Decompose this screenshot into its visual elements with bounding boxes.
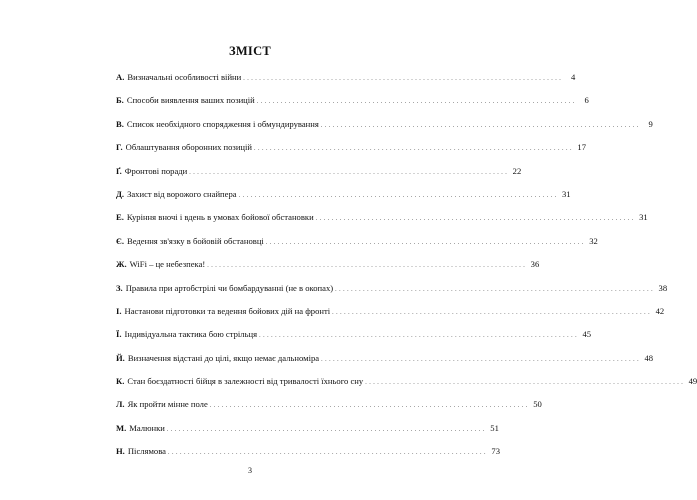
toc-entry-title: Правила при артобстрілі чи бомбардуванні (не в окопах): [125, 282, 334, 293]
toc-entry-page: 48: [644, 352, 654, 363]
toc-leader-dots: . . . . . . . . . . . . . . . . . . . . . . . . . . . . . . . . . . . . . . . . . . . . . . . . . . . . . . . . . . . . . . . . . . . . . . . . . . . . . . . .: [365, 380, 684, 387]
toc-entry-page: 9: [648, 118, 653, 129]
toc-entry-page: 4: [570, 72, 576, 82]
toc-leader-dots: . . . . . . . . . . . . . . . . . . . . . . . . . . . . . . . . . . . . . . . . . . . . . . . . . . . . . . . . . . . . . . . . . . . . . . . . . . . . . . . .: [254, 146, 573, 153]
toc-entry-letter: Н.: [116, 446, 125, 457]
toc-entry-z: [116, 282, 668, 306]
toc-entry-title: Настанови підготовки та ведення бойових дій на фронті: [124, 305, 331, 316]
toc-entry-title: Способи виявлення ваших позицій: [126, 95, 255, 106]
toc-entry-title: WiFi – це небезпека!: [129, 259, 206, 270]
toc-entry-title: Визначення відстані до цілі, якщо немає дальноміра: [127, 352, 320, 363]
toc-entry-letter: А.: [116, 72, 125, 82]
toc-entry-i: [116, 305, 665, 329]
toc-entry-b: [116, 95, 589, 118]
toc-entry-letter: М.: [116, 422, 127, 433]
toc-entry-letter: Д.: [116, 188, 125, 199]
toc-entry-page: 38: [658, 282, 668, 293]
toc-entry-title: Фронтові поради: [124, 165, 188, 176]
toc-entry-page: 50: [533, 399, 542, 410]
toc-entry-letter: Й.: [116, 352, 125, 363]
toc-entry-letter: Б.: [116, 95, 124, 106]
toc-title: ЗМІСТ: [228, 44, 272, 58]
table-of-contents: [116, 72, 697, 470]
toc-entry-title: Малюнки: [129, 422, 165, 433]
toc-entry-letter: З.: [116, 282, 123, 293]
toc-entry-g: [116, 165, 522, 189]
toc-entry-letter: Ґ.: [116, 165, 122, 176]
toc-leader-dots: . . . . . . . . . . . . . . . . . . . . . . . . . . . . . . . . . . . . . . . . . . . . . . . . . . . . . . . . . . . . . . . . . . . . . . . . . . . . . . . .: [166, 426, 485, 433]
toc-leader-dots: . . . . . . . . . . . . . . . . . . . . . . . . . . . . . . . . . . . . . . . . . . . . . . . . . . . . . . . . . . . . . . . . . . . . . . . . . . . . . . . .: [320, 122, 639, 129]
toc-entry-a: [116, 72, 576, 95]
toc-entry-title: Облаштування оборонних позицій: [125, 142, 253, 153]
toc-entry-page: 36: [530, 259, 540, 270]
toc-entry-letter: Ж.: [116, 259, 127, 270]
toc-leader-dots: . . . . . . . . . . . . . . . . . . . . . . . . . . . . . . . . . . . . . . . . . . . . . . . . . . . . . . . . . . . . . . . . . . . . . . . . . . . . . . . .: [243, 76, 562, 82]
toc-entry-letter: Є.: [116, 235, 124, 246]
toc-entry-title: Куріння вночі і вдень в умовах бойової обстановки: [126, 212, 314, 223]
toc-leader-dots: . . . . . . . . . . . . . . . . . . . . . . . . . . . . . . . . . . . . . . . . . . . . . . . . . . . . . . . . . . . . . . . . . . . . . . . . . . . . . . . .: [189, 169, 508, 176]
toc-entry-page: 17: [577, 142, 587, 153]
toc-entry-letter: Ї.: [116, 329, 122, 340]
toc-entry-e: [116, 212, 648, 235]
toc-entry-title: Список необхідного спорядження і обмундирування: [126, 118, 319, 129]
toc-entry-d: [116, 188, 571, 212]
toc-entry-title: Індивідуальна тактика бою стрільця: [124, 329, 258, 340]
toc-entry-title: Захист від ворожого снайпера: [127, 188, 237, 199]
toc-entry-page: 73: [491, 446, 500, 457]
page-number: 3: [248, 466, 252, 475]
toc-entry-page: 42: [655, 305, 665, 316]
toc-leader-dots: . . . . . . . . . . . . . . . . . . . . . . . . . . . . . . . . . . . . . . . . . . . . . . . . . . . . . . . . . . . . . . . . . . . . . . . . . . . . . . . .: [315, 216, 634, 223]
toc-leader-dots: . . . . . . . . . . . . . . . . . . . . . . . . . . . . . . . . . . . . . . . . . . . . . . . . . . . . . . . . . . . . . . . . . . . . . . . . . . . . . . . .: [207, 263, 526, 270]
toc-entry-m: [116, 422, 499, 446]
toc-leader-dots: . . . . . . . . . . . . . . . . . . . . . . . . . . . . . . . . . . . . . . . . . . . . . . . . . . . . . . . . . . . . . . . . . . . . . . . . . . . . . . . .: [332, 309, 651, 316]
toc-entry-title: Післямова: [127, 446, 166, 457]
toc-entry-page: 6: [584, 95, 589, 106]
toc-entry-page: 51: [490, 422, 499, 433]
toc-entry-ye: [116, 235, 598, 259]
toc-leader-dots: . . . . . . . . . . . . . . . . . . . . . . . . . . . . . . . . . . . . . . . . . . . . . . . . . . . . . . . . . . . . . . . . . . . . . . . . . . . . . . . .: [259, 333, 578, 340]
toc-entry-page: 31: [639, 212, 648, 223]
toc-entry-title: Ведення зв'язку в бойовій обстановці: [126, 235, 264, 246]
toc-entry-l: [116, 399, 542, 422]
toc-entry-letter: Е.: [116, 212, 124, 223]
toc-entry-letter: В.: [116, 118, 124, 129]
toc-leader-dots: . . . . . . . . . . . . . . . . . . . . . . . . . . . . . . . . . . . . . . . . . . . . . . . . . . . . . . . . . . . . . . . . . . . . . . . . . . . . . . . .: [265, 239, 584, 246]
toc-entry-y: [116, 352, 654, 376]
toc-entry-page: 22: [512, 165, 522, 176]
toc-entry-page: 32: [589, 235, 598, 246]
toc-entry-h: [116, 142, 587, 165]
toc-leader-dots: . . . . . . . . . . . . . . . . . . . . . . . . . . . . . . . . . . . . . . . . . . . . . . . . . . . . . . . . . . . . . . . . . . . . . . . . . . . . . . . .: [168, 450, 486, 457]
toc-entry-v: [116, 118, 653, 142]
toc-entry-zh: [116, 259, 540, 282]
toc-leader-dots: . . . . . . . . . . . . . . . . . . . . . . . . . . . . . . . . . . . . . . . . . . . . . . . . . . . . . . . . . . . . . . . . . . . . . . . . . . . . . . . .: [256, 99, 575, 106]
toc-entry-title: Стан боєздатності бійця в залежності від тривалості їхнього сну: [127, 376, 364, 387]
toc-entry-letter: Г.: [116, 142, 123, 153]
toc-leader-dots: . . . . . . . . . . . . . . . . . . . . . . . . . . . . . . . . . . . . . . . . . . . . . . . . . . . . . . . . . . . . . . . . . . . . . . . . . . . . . . . .: [335, 286, 654, 293]
toc-entry-page: 49: [688, 376, 697, 387]
toc-entry-page: 45: [582, 329, 592, 340]
toc-entry-title: Як пройти мінне поле: [127, 399, 208, 410]
toc-entry-title: Визначальні особливості війни: [127, 72, 242, 82]
toc-entry-letter: К.: [116, 376, 125, 387]
toc-entry-page: 31: [561, 188, 571, 199]
toc-leader-dots: . . . . . . . . . . . . . . . . . . . . . . . . . . . . . . . . . . . . . . . . . . . . . . . . . . . . . . . . . . . . . . . . . . . . . . . . . . . . . . . .: [321, 356, 640, 363]
toc-entry-letter: Л.: [116, 399, 125, 410]
toc-entry-k: [116, 376, 697, 399]
toc-leader-dots: . . . . . . . . . . . . . . . . . . . . . . . . . . . . . . . . . . . . . . . . . . . . . . . . . . . . . . . . . . . . . . . . . . . . . . . . . . . . . . . .: [238, 192, 557, 199]
toc-entry-letter: І.: [116, 305, 122, 316]
toc-entry-yi: [116, 329, 592, 352]
toc-leader-dots: . . . . . . . . . . . . . . . . . . . . . . . . . . . . . . . . . . . . . . . . . . . . . . . . . . . . . . . . . . . . . . . . . . . . . . . . . . . . . . . .: [209, 403, 528, 410]
